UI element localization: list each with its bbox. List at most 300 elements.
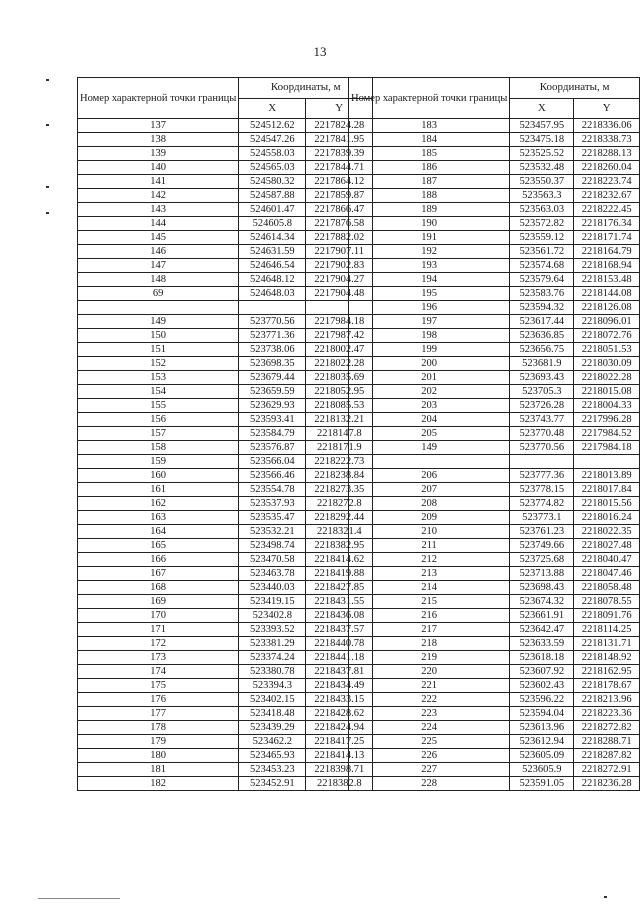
y-coordinate-cell: 2217987.42 [306,329,373,343]
y-coordinate-cell: 2218153.48 [574,273,640,287]
x-coordinate-cell: 523771.36 [239,329,306,343]
x-coordinate-cell: 523566.46 [239,469,306,483]
x-coordinate-cell: 523593.41 [239,413,306,427]
x-coordinate-cell: 523572.82 [510,217,574,231]
table-row [349,287,640,301]
y-coordinate-cell: 2218437.57 [306,623,373,637]
point-number-cell: 178 [78,721,239,735]
y-coordinate-cell: 2218178.67 [574,679,640,693]
x-coordinate-cell: 523532.21 [239,525,306,539]
table-row [78,357,373,371]
point-number-cell: 145 [78,231,239,245]
y-coordinate-cell: 2218148.92 [574,651,640,665]
table-row [349,749,640,763]
x-coordinate-cell: 523594.32 [510,301,574,315]
point-number-cell: 138 [78,133,239,147]
x-coordinate-cell: 523725.68 [510,553,574,567]
x-coordinate-cell: 523726.28 [510,399,574,413]
table-row [78,777,373,791]
point-number-cell: 214 [349,581,510,595]
table-body [78,119,373,791]
point-number-cell: 151 [78,343,239,357]
x-coordinate-cell: 523462.2 [239,735,306,749]
y-coordinate-cell: 2218382.8 [306,777,373,791]
point-number-cell: 172 [78,637,239,651]
table-row [78,735,373,749]
point-number-cell: 194 [349,273,510,287]
x-coordinate-cell: 523674.32 [510,595,574,609]
x-coordinate-cell: 523679.44 [239,371,306,385]
table-row [349,343,640,357]
point-number-cell: 197 [349,315,510,329]
point-number-cell: 148 [78,273,239,287]
x-coordinate-cell: 523574.68 [510,259,574,273]
y-coordinate-cell: 2218236.28 [574,777,640,791]
x-coordinate-cell: 524648.12 [239,273,306,287]
y-coordinate-cell: 2218114.25 [574,623,640,637]
point-number-cell: 199 [349,343,510,357]
point-number-cell: 184 [349,133,510,147]
header-point-number: Номер характерной точки границы [78,78,239,119]
point-number-cell: 223 [349,707,510,721]
x-coordinate-cell: 523535.47 [239,511,306,525]
x-coordinate-cell: 523465.93 [239,749,306,763]
y-coordinate-cell: 2218171.74 [574,231,640,245]
y-coordinate-cell: 2217902.83 [306,259,373,273]
point-number-cell: 225 [349,735,510,749]
table-row [349,637,640,651]
point-number-cell: 139 [78,147,239,161]
y-coordinate-cell: 2217904.27 [306,273,373,287]
y-coordinate-cell: 2218002.47 [306,343,373,357]
y-coordinate-cell: 2217841.95 [306,133,373,147]
x-coordinate-cell: 523659.59 [239,385,306,399]
point-number-cell: 210 [349,525,510,539]
x-coordinate-cell: 523457.95 [510,119,574,133]
x-coordinate-cell: 523439.29 [239,721,306,735]
point-number-cell: 174 [78,665,239,679]
scan-rule [38,898,120,899]
point-number-cell: 209 [349,511,510,525]
x-coordinate-cell: 523566.04 [239,455,306,469]
table-row [349,147,640,161]
table-row [78,553,373,567]
point-number-cell: 228 [349,777,510,791]
y-coordinate-cell: 2218414.62 [306,553,373,567]
table-row [78,567,373,581]
y-coordinate-cell: 2218288.71 [574,735,640,749]
point-number-cell: 187 [349,175,510,189]
x-coordinate-cell: 523583.76 [510,287,574,301]
y-coordinate-cell: 2218433.15 [306,693,373,707]
point-number-cell: 205 [349,427,510,441]
y-coordinate-cell: 2218222.73 [306,455,373,469]
table-row [349,259,640,273]
x-coordinate-cell: 523743.77 [510,413,574,427]
table-row [349,553,640,567]
table-row [78,329,373,343]
y-coordinate-cell: 2217844.71 [306,161,373,175]
table-row [349,581,640,595]
table-row [78,287,373,301]
table-row [349,133,640,147]
table-row [349,693,640,707]
header-point-number: Номер характерной точки границы [349,78,510,119]
point-number-cell: 200 [349,357,510,371]
x-coordinate-cell: 523618.18 [510,651,574,665]
x-coordinate-cell: 523633.59 [510,637,574,651]
y-coordinate-cell: 2218336.06 [574,119,640,133]
table-row [349,371,640,385]
point-number-cell: 182 [78,777,239,791]
y-coordinate-cell: 2218131.71 [574,637,640,651]
y-coordinate-cell: 2218260.04 [574,161,640,175]
y-coordinate-cell: 2218015.56 [574,497,640,511]
x-coordinate-cell: 523661.91 [510,609,574,623]
point-number-cell: 167 [78,567,239,581]
point-number-cell: 168 [78,581,239,595]
table-row [78,651,373,665]
x-coordinate-cell: 523402.8 [239,609,306,623]
x-coordinate-cell: 523394.3 [239,679,306,693]
table-row [349,413,640,427]
y-coordinate-cell: 2218431.55 [306,595,373,609]
y-coordinate-cell: 2217984.52 [574,427,640,441]
y-coordinate-cell: 2218096.01 [574,315,640,329]
x-coordinate-cell: 523629.93 [239,399,306,413]
x-coordinate-cell: 523602.43 [510,679,574,693]
point-number-cell: 190 [349,217,510,231]
table-row [78,637,373,651]
table-row [349,399,640,413]
y-coordinate-cell: 2217866.47 [306,203,373,217]
table-row [349,511,640,525]
table-row [78,399,373,413]
point-number-cell: 224 [349,721,510,735]
y-coordinate-cell: 2218022.28 [574,371,640,385]
y-coordinate-cell: 2217824.28 [306,119,373,133]
point-number-cell: 202 [349,385,510,399]
point-number-cell: 180 [78,749,239,763]
x-coordinate-cell: 523770.56 [510,441,574,455]
point-number-cell: 216 [349,609,510,623]
x-coordinate-cell: 523617.44 [510,315,574,329]
table-row [349,385,640,399]
x-coordinate-cell: 523563.3 [510,189,574,203]
y-coordinate-cell: 2218338.73 [574,133,640,147]
table-row [349,357,640,371]
x-coordinate-cell: 523774.82 [510,497,574,511]
point-number-cell: 212 [349,553,510,567]
table-row [349,483,640,497]
x-coordinate-cell: 523475.18 [510,133,574,147]
table-row [349,161,640,175]
x-coordinate-cell: 523761.23 [510,525,574,539]
point-number-cell: 179 [78,735,239,749]
table-row [349,623,640,637]
table-row [349,665,640,679]
y-coordinate-cell: 2218168.94 [574,259,640,273]
x-coordinate-cell: 523749.66 [510,539,574,553]
header-x: X [510,98,574,119]
point-number-cell: 147 [78,259,239,273]
y-coordinate-cell: 2218419.88 [306,567,373,581]
scan-mark [46,212,49,214]
y-coordinate-cell: 2218027.48 [574,539,640,553]
table-row [349,525,640,539]
x-coordinate-cell: 523591.05 [510,777,574,791]
point-number-cell: 201 [349,371,510,385]
point-number-cell: 166 [78,553,239,567]
table-row [78,259,373,273]
table-row [349,763,640,777]
y-coordinate-cell: 2217882.02 [306,231,373,245]
y-coordinate-cell: 2218238.84 [306,469,373,483]
point-number-cell: 173 [78,651,239,665]
table-row [78,119,373,133]
point-number-cell [349,455,510,469]
x-coordinate-cell: 523778.15 [510,483,574,497]
table-row [78,679,373,693]
x-coordinate-cell: 523693.43 [510,371,574,385]
x-coordinate-cell: 523738.06 [239,343,306,357]
y-coordinate-cell: 2218144.08 [574,287,640,301]
y-coordinate-cell: 2218022.35 [574,525,640,539]
x-coordinate-cell: 523550.37 [510,175,574,189]
scan-mark [46,79,49,81]
table-row [78,721,373,735]
table-row [349,721,640,735]
y-coordinate-cell: 2218213.96 [574,693,640,707]
table-row [78,749,373,763]
x-coordinate-cell: 523393.52 [239,623,306,637]
point-number-cell: 207 [349,483,510,497]
table-row [349,595,640,609]
x-coordinate-cell: 524605.8 [239,217,306,231]
x-coordinate-cell: 524614.34 [239,231,306,245]
y-coordinate-cell: 2218321.4 [306,525,373,539]
x-coordinate-cell: 523452.91 [239,777,306,791]
y-coordinate-cell: 2218223.74 [574,175,640,189]
x-coordinate-cell: 523381.29 [239,637,306,651]
point-number-cell: 188 [349,189,510,203]
y-coordinate-cell: 2218058.48 [574,581,640,595]
table-row [78,203,373,217]
y-coordinate-cell: 2218085.53 [306,399,373,413]
x-coordinate-cell: 523470.58 [239,553,306,567]
x-coordinate-cell: 523770.56 [239,315,306,329]
y-coordinate-cell: 2218171.9 [306,441,373,455]
y-coordinate-cell: 2217839.39 [306,147,373,161]
point-number-cell: 181 [78,763,239,777]
x-coordinate-cell: 524648.03 [239,287,306,301]
y-coordinate-cell: 2218272.82 [574,721,640,735]
point-number-cell [78,301,239,315]
x-coordinate-cell: 523380.78 [239,665,306,679]
point-number-cell: 211 [349,539,510,553]
header-coordinates: Координаты, м [510,78,640,99]
table-row [349,273,640,287]
table-row [78,455,373,469]
x-coordinate-cell: 523698.35 [239,357,306,371]
x-coordinate-cell: 523374.24 [239,651,306,665]
point-number-cell: 169 [78,595,239,609]
point-number-cell: 183 [349,119,510,133]
x-coordinate-cell [239,301,306,315]
table-row [349,329,640,343]
table-row [78,301,373,315]
point-number-cell: 144 [78,217,239,231]
x-coordinate-cell: 524558.03 [239,147,306,161]
x-coordinate-cell: 523777.36 [510,469,574,483]
y-coordinate-cell: 2218398.71 [306,763,373,777]
table-row [349,609,640,623]
table-row [349,315,640,329]
table-row [78,609,373,623]
table-row [78,483,373,497]
coordinates-table-right [348,77,640,791]
table-row [349,497,640,511]
y-coordinate-cell: 2218382.95 [306,539,373,553]
point-number-cell: 152 [78,357,239,371]
table-row [78,175,373,189]
table-row [349,469,640,483]
table-row [349,175,640,189]
table-row [78,385,373,399]
y-coordinate-cell: 2218288.13 [574,147,640,161]
point-number-cell: 149 [78,315,239,329]
y-coordinate-cell: 2218091.76 [574,609,640,623]
point-number-cell: 191 [349,231,510,245]
point-number-cell: 162 [78,497,239,511]
table-row [349,455,640,469]
y-coordinate-cell: 2218030.09 [574,357,640,371]
scan-mark [604,896,607,898]
y-coordinate-cell: 2218441.18 [306,651,373,665]
table-row [349,567,640,581]
table-row [78,189,373,203]
y-coordinate-cell: 2218132.21 [306,413,373,427]
x-coordinate-cell: 523402.15 [239,693,306,707]
y-coordinate-cell: 2218232.67 [574,189,640,203]
table-row [349,427,640,441]
header-coordinates: Координаты, м [239,78,373,99]
y-coordinate-cell [574,455,640,469]
point-number-cell: 171 [78,623,239,637]
point-number-cell: 176 [78,693,239,707]
y-coordinate-cell: 2217876.58 [306,217,373,231]
y-coordinate-cell: 2218072.76 [574,329,640,343]
point-number-cell: 198 [349,329,510,343]
table-row [349,679,640,693]
x-coordinate-cell: 523563.03 [510,203,574,217]
x-coordinate-cell: 523576.87 [239,441,306,455]
y-coordinate-cell: 2218126.08 [574,301,640,315]
point-number-cell: 222 [349,693,510,707]
table-row [349,651,640,665]
y-coordinate-cell: 2218223.36 [574,707,640,721]
header-y: Y [574,98,640,119]
x-coordinate-cell: 523594.04 [510,707,574,721]
y-coordinate-cell: 2218272.8 [306,497,373,511]
table-row [78,469,373,483]
point-number-cell: 137 [78,119,239,133]
y-coordinate-cell: 2218147.8 [306,427,373,441]
point-number-cell: 220 [349,665,510,679]
x-coordinate-cell: 523770.48 [510,427,574,441]
y-coordinate-cell: 2218016.24 [574,511,640,525]
point-number-cell: 213 [349,567,510,581]
y-coordinate-cell: 2218437.81 [306,665,373,679]
point-number-cell: 208 [349,497,510,511]
y-coordinate-cell: 2218004.33 [574,399,640,413]
y-coordinate-cell: 2217904.48 [306,287,373,301]
x-coordinate-cell: 524565.03 [239,161,306,175]
table-row [78,707,373,721]
y-coordinate-cell: 2218164.79 [574,245,640,259]
page-number: 13 [313,44,327,59]
y-coordinate-cell: 2218051.53 [574,343,640,357]
y-coordinate-cell: 2218022.28 [306,357,373,371]
x-coordinate-cell: 523642.47 [510,623,574,637]
point-number-cell: 142 [78,189,239,203]
table-row [78,217,373,231]
point-number-cell: 186 [349,161,510,175]
scan-mark [46,186,49,188]
y-coordinate-cell: 2217864.12 [306,175,373,189]
x-coordinate-cell: 523656.75 [510,343,574,357]
y-coordinate-cell: 2217907.11 [306,245,373,259]
y-coordinate-cell: 2218017.84 [574,483,640,497]
y-coordinate-cell: 2218052.95 [306,385,373,399]
x-coordinate-cell: 523453.23 [239,763,306,777]
point-number-cell: 158 [78,441,239,455]
x-coordinate-cell: 523636.85 [510,329,574,343]
point-number-cell: 206 [349,469,510,483]
x-coordinate-cell: 523773.1 [510,511,574,525]
y-coordinate-cell: 2218047.46 [574,567,640,581]
x-coordinate-cell [510,455,574,469]
table-row [78,245,373,259]
header-y: Y [306,98,373,119]
point-number-cell: 170 [78,609,239,623]
x-coordinate-cell: 523698.43 [510,581,574,595]
y-coordinate-cell: 2218292.44 [306,511,373,525]
point-number-cell: 141 [78,175,239,189]
point-number-cell: 154 [78,385,239,399]
point-number-cell: 153 [78,371,239,385]
table-row [349,245,640,259]
point-number-cell: 156 [78,413,239,427]
point-number-cell: 204 [349,413,510,427]
x-coordinate-cell: 524601.47 [239,203,306,217]
y-coordinate-cell: 2218040.47 [574,553,640,567]
x-coordinate-cell: 523596.22 [510,693,574,707]
point-number-cell: 161 [78,483,239,497]
y-coordinate-cell: 2217984.18 [574,441,640,455]
point-number-cell: 203 [349,399,510,413]
table-row [78,511,373,525]
x-coordinate-cell: 523584.79 [239,427,306,441]
point-number-cell: 195 [349,287,510,301]
point-number-cell: 163 [78,511,239,525]
table-row [349,777,640,791]
point-number-cell: 227 [349,763,510,777]
x-coordinate-cell: 523681.9 [510,357,574,371]
x-coordinate-cell: 523605.09 [510,749,574,763]
x-coordinate-cell: 524646.54 [239,259,306,273]
x-coordinate-cell: 524512.62 [239,119,306,133]
